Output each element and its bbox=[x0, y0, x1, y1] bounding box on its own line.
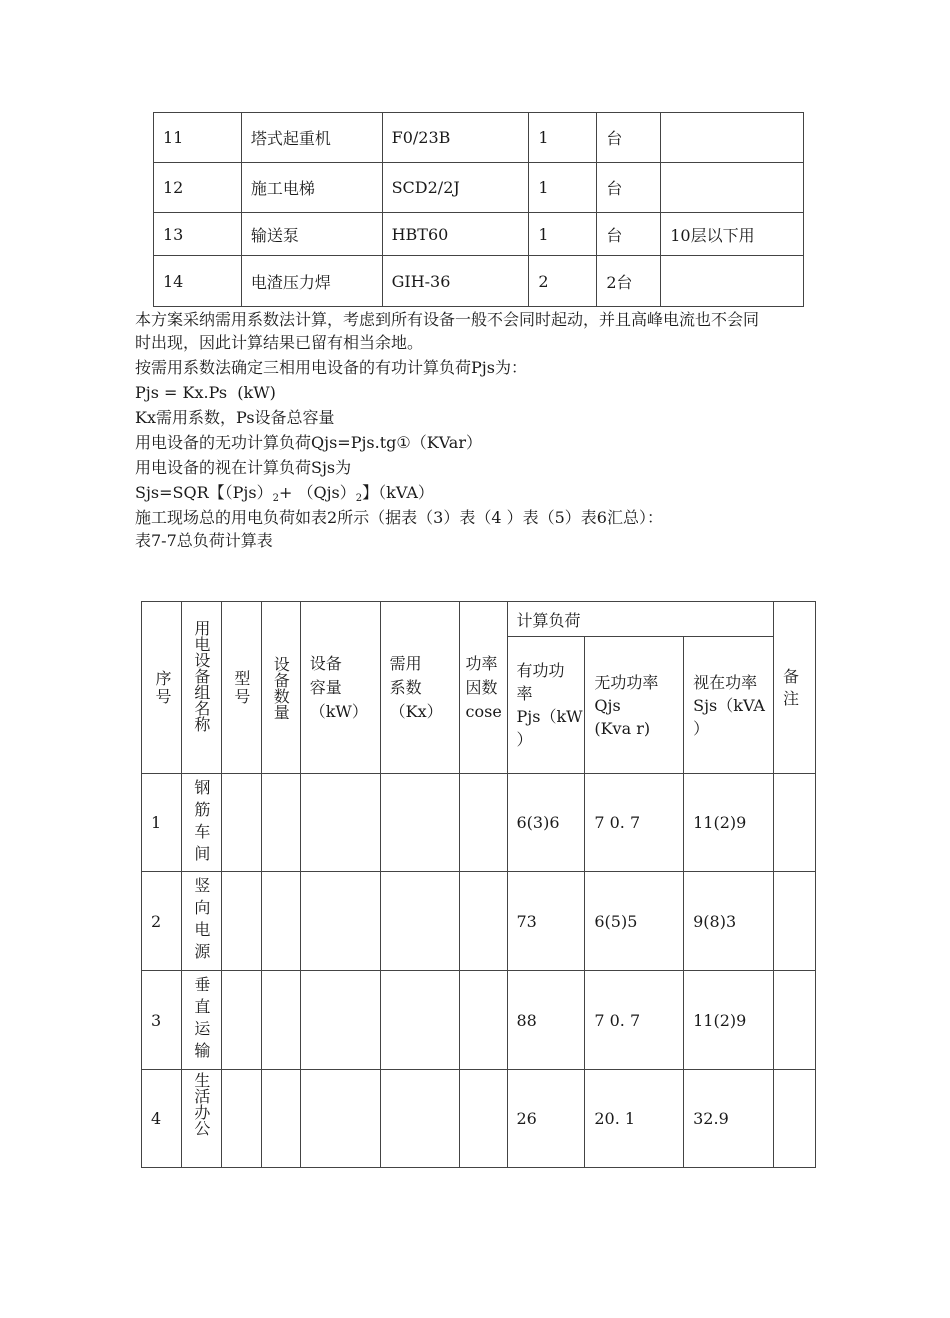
row-number: 12 bbox=[154, 163, 242, 213]
header-reactive-l3: (Kva r) bbox=[594, 718, 651, 738]
row-group-name bbox=[181, 872, 221, 971]
header-capacity-l2: 容量 bbox=[309, 677, 342, 697]
row-power-factor bbox=[459, 1070, 507, 1168]
row-model bbox=[221, 872, 261, 971]
row-model bbox=[221, 971, 261, 1070]
equipment-model: F0/23B bbox=[382, 113, 529, 163]
equipment-note: 10层以下用 bbox=[661, 213, 804, 256]
header-row bbox=[142, 602, 816, 637]
row-reactive-power: 7 0. 7 bbox=[585, 774, 684, 872]
row-group-name-text: 生活办公 bbox=[191, 1072, 211, 1136]
formula-subscript: 2 bbox=[355, 493, 363, 504]
row-power-factor bbox=[459, 872, 507, 971]
formula-part: 】（kVA） bbox=[362, 483, 434, 502]
row-count bbox=[261, 1070, 300, 1168]
row-capacity bbox=[300, 971, 380, 1070]
paragraph-sjs: 用电设备的视在计算负荷Sjs为 bbox=[135, 458, 352, 477]
header-remark bbox=[773, 602, 815, 774]
header-capacity bbox=[300, 602, 380, 774]
header-pf-l1: 功率 bbox=[465, 653, 498, 673]
row-demand bbox=[380, 971, 459, 1070]
row-seq: 2 bbox=[142, 872, 182, 971]
header-reactive-power bbox=[585, 637, 684, 774]
row-model bbox=[221, 1070, 261, 1168]
row-group-name bbox=[181, 971, 221, 1070]
header-seq-text: 序号 bbox=[153, 669, 172, 706]
row-reactive-power: 6(5)5 bbox=[585, 872, 684, 971]
header-capacity-l1: 设备 bbox=[309, 653, 342, 673]
header-group-text: 用电设备组名称 bbox=[191, 620, 211, 732]
equipment-name: 施工电梯 bbox=[241, 163, 382, 213]
header-active-l1: 有功功 bbox=[516, 661, 565, 680]
header-remark-text: 备注 bbox=[782, 666, 799, 708]
row-number: 11 bbox=[154, 113, 242, 163]
table-row bbox=[142, 774, 816, 872]
header-active-power bbox=[507, 637, 585, 774]
equipment-table bbox=[153, 112, 804, 307]
table-row bbox=[154, 163, 804, 213]
formula-part: + （Qjs） bbox=[278, 483, 356, 502]
header-apparent-power bbox=[684, 637, 774, 774]
equipment-name: 输送泵 bbox=[241, 213, 382, 256]
header-apparent-l3: ） bbox=[693, 718, 710, 738]
row-remark bbox=[773, 774, 815, 872]
header-model-text: 型号 bbox=[231, 669, 251, 706]
paragraph-kx: Kx需用系数，Ps设备总容量 bbox=[135, 408, 335, 427]
row-active-power: 73 bbox=[507, 872, 585, 971]
row-seq: 3 bbox=[142, 971, 182, 1070]
row-number: 14 bbox=[154, 256, 242, 307]
header-reactive-l2: Qjs bbox=[594, 695, 621, 715]
table-row bbox=[142, 872, 816, 971]
row-group-name-text: 竖向电源 bbox=[191, 877, 211, 965]
row-remark bbox=[773, 1070, 815, 1168]
equipment-qty: 1 bbox=[529, 113, 597, 163]
equipment-note bbox=[661, 256, 804, 307]
header-count bbox=[261, 602, 300, 774]
row-seq: 4 bbox=[142, 1070, 182, 1168]
row-reactive-power: 20. 1 bbox=[585, 1070, 684, 1168]
paragraph-method-cont: 时出现，因此计算结果已留有相当余地。 bbox=[135, 333, 424, 352]
row-demand bbox=[380, 774, 459, 872]
header-demand-l1: 需用 bbox=[389, 653, 422, 673]
row-capacity bbox=[300, 872, 380, 971]
row-active-power: 26 bbox=[507, 1070, 585, 1168]
table-row bbox=[154, 213, 804, 256]
header-active-l4: ） bbox=[516, 730, 533, 749]
row-power-factor bbox=[459, 774, 507, 872]
header-pf-l2: 因数 bbox=[465, 677, 498, 697]
header-model bbox=[221, 602, 261, 774]
header-apparent-l1: 视在功率 bbox=[693, 672, 758, 692]
table-row bbox=[154, 113, 804, 163]
row-number: 13 bbox=[154, 213, 242, 256]
row-remark bbox=[773, 872, 815, 971]
load-calculation-table bbox=[141, 601, 816, 1168]
row-model bbox=[221, 774, 261, 872]
header-reactive-l1: 无功功率 bbox=[594, 672, 659, 692]
equipment-model: HBT60 bbox=[382, 213, 529, 256]
paragraph-summary: 施工现场总的用电负荷如表2所示（据表（3）表（4 ）表（5）表6汇总）： bbox=[135, 508, 663, 527]
row-demand bbox=[380, 872, 459, 971]
header-apparent-l2: Sjs（kVA bbox=[693, 695, 765, 715]
formula-qjs: 用电设备的无功计算负荷Qjs=Pjs.tg①（KVar） bbox=[135, 433, 482, 452]
header-calc-load: 计算负荷 bbox=[507, 602, 773, 637]
formula-part: Sjs=SQR【（Pjs） bbox=[135, 483, 273, 502]
table-caption: 表7-7总负荷计算表 bbox=[135, 531, 273, 550]
row-apparent-power: 9(8)3 bbox=[684, 872, 774, 971]
header-seq bbox=[142, 602, 182, 774]
row-active-power: 6(3)6 bbox=[507, 774, 585, 872]
header-active-l2: 率 bbox=[516, 684, 533, 703]
row-capacity bbox=[300, 774, 380, 872]
header-pf-l3: cose bbox=[465, 701, 502, 721]
table-row bbox=[154, 256, 804, 307]
row-seq: 1 bbox=[142, 774, 182, 872]
row-apparent-power: 32.9 bbox=[684, 1070, 774, 1168]
table-row bbox=[142, 1070, 816, 1168]
equipment-qty: 1 bbox=[529, 163, 597, 213]
row-reactive-power: 7 0. 7 bbox=[585, 971, 684, 1070]
row-power-factor bbox=[459, 971, 507, 1070]
equipment-note bbox=[661, 163, 804, 213]
row-demand bbox=[380, 1070, 459, 1168]
formula-pjs: Pjs = Kx.Ps (kW) bbox=[135, 383, 276, 402]
equipment-model: SCD2/2J bbox=[382, 163, 529, 213]
row-active-power: 88 bbox=[507, 971, 585, 1070]
paragraph-method: 本方案采纳需用系数法计算，考虑到所有设备一般不会同时起动，并且高峰电流也不会同 bbox=[135, 310, 760, 329]
equipment-qty: 2 bbox=[529, 256, 597, 307]
header-group bbox=[181, 602, 221, 774]
header-capacity-l3: （kW） bbox=[309, 701, 368, 721]
row-capacity bbox=[300, 1070, 380, 1168]
header-count-text: 设备数量 bbox=[271, 655, 291, 720]
equipment-unit: 2台 bbox=[597, 256, 661, 307]
equipment-unit: 台 bbox=[597, 113, 661, 163]
row-group-name-text: 钢筋车间 bbox=[191, 778, 211, 867]
equipment-model: GIH-36 bbox=[382, 256, 529, 307]
row-apparent-power: 11(2)9 bbox=[684, 774, 774, 872]
header-demand-l2: 系数 bbox=[389, 677, 422, 697]
header-active-l3: Pjs（kW bbox=[516, 707, 583, 726]
equipment-unit: 台 bbox=[597, 163, 661, 213]
row-apparent-power: 11(2)9 bbox=[684, 971, 774, 1070]
row-group-name bbox=[181, 774, 221, 872]
row-group-name-text: 垂直运输 bbox=[191, 976, 211, 1064]
paragraph-active-load: 按需用系数法确定三相用电设备的有功计算负荷Pjs为： bbox=[135, 358, 527, 377]
table-row bbox=[142, 971, 816, 1070]
row-count bbox=[261, 774, 300, 872]
equipment-unit: 台 bbox=[597, 213, 661, 256]
row-group-name bbox=[181, 1070, 221, 1168]
equipment-name: 塔式起重机 bbox=[241, 113, 382, 163]
header-power-factor bbox=[459, 602, 507, 774]
equipment-note bbox=[661, 113, 804, 163]
equipment-qty: 1 bbox=[529, 213, 597, 256]
equipment-name: 电渣压力焊 bbox=[241, 256, 382, 307]
formula-subscript: 2 bbox=[272, 493, 279, 504]
header-demand bbox=[380, 602, 459, 774]
row-count bbox=[261, 872, 300, 971]
row-count bbox=[261, 971, 300, 1070]
row-remark bbox=[773, 971, 815, 1070]
header-demand-l3: （Kx） bbox=[389, 701, 443, 721]
